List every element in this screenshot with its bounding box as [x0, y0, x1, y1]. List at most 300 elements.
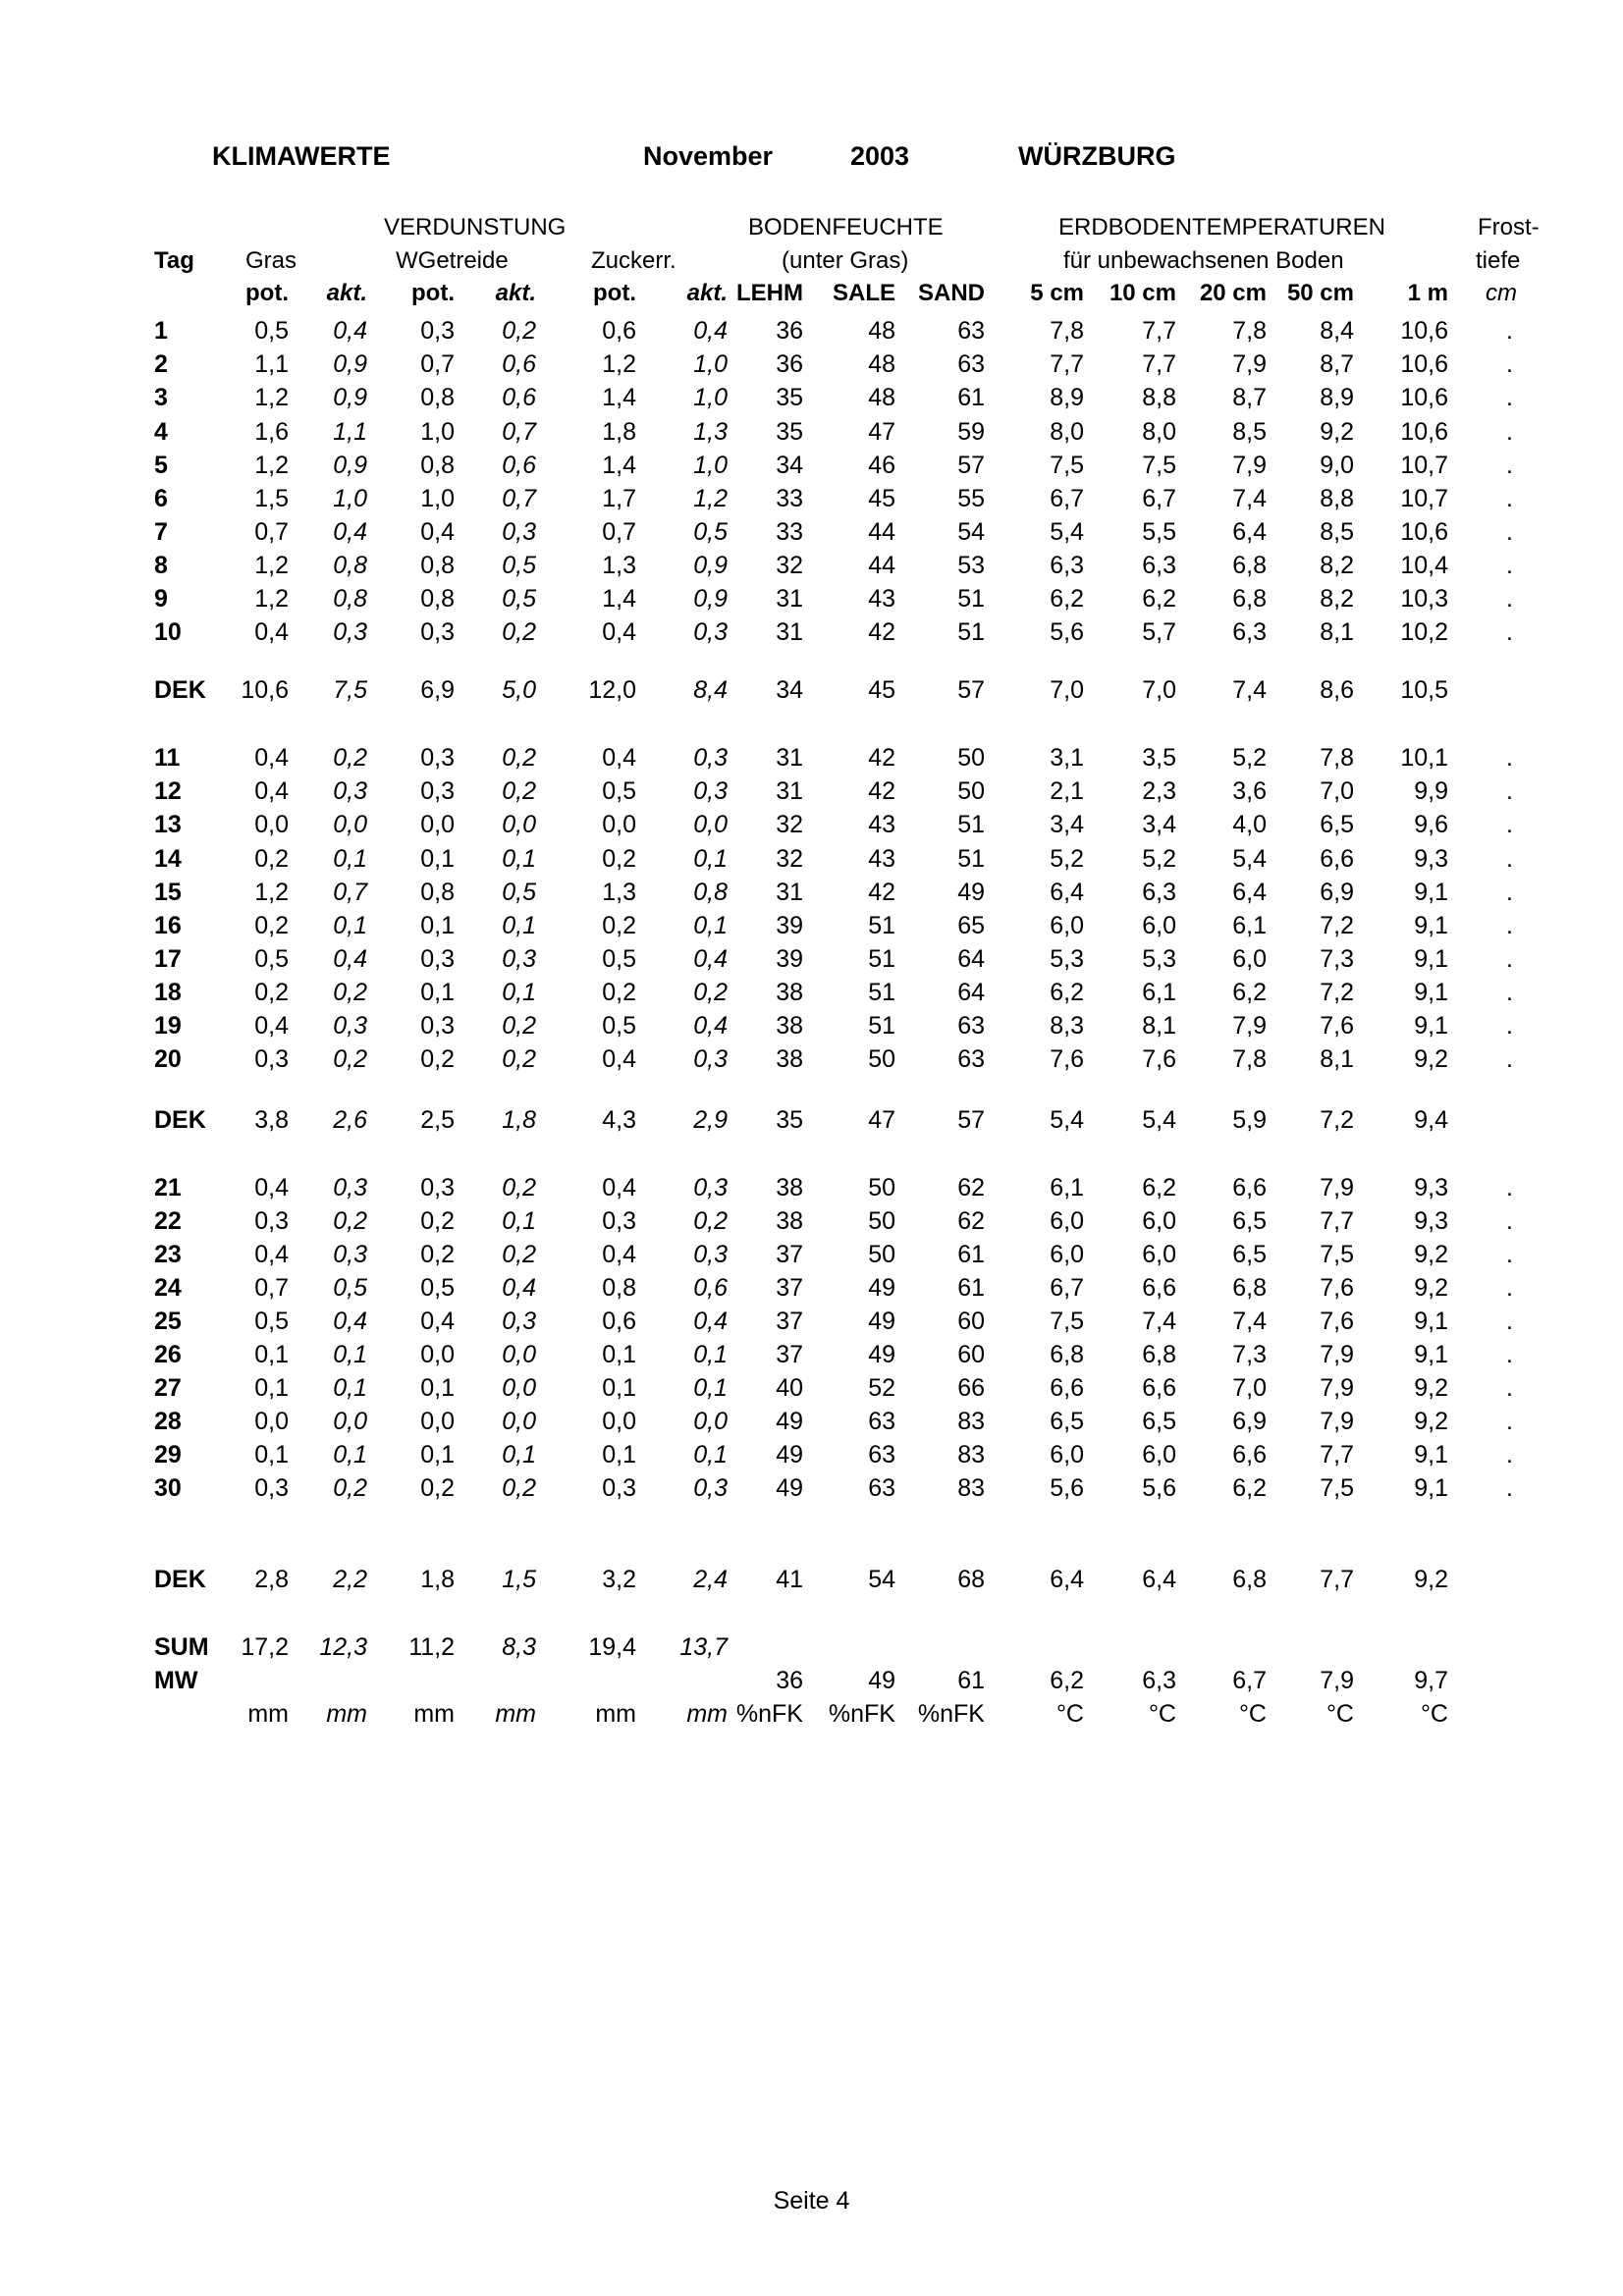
table-cell: 0,2 [502, 1474, 536, 1502]
table-cell: 8,4 [1320, 317, 1354, 345]
table-cell: 6,2 [1232, 979, 1267, 1006]
table-cell: 7,0 [1320, 777, 1354, 805]
column-header: pot. [245, 280, 289, 306]
table-cell: 8,1 [1142, 1012, 1176, 1040]
table-cell: 0,0 [420, 811, 455, 838]
table-cell: 1,3 [602, 552, 636, 579]
table-cell: 5,7 [1142, 618, 1176, 646]
table-cell: 3,1 [1050, 744, 1084, 772]
table-cell: 6,2 [1142, 1174, 1176, 1201]
table-cell: 0,4 [602, 1241, 636, 1268]
column-header: pot. [593, 280, 636, 306]
column-header: akt. [326, 280, 367, 306]
table-cell: 0,2 [502, 317, 536, 345]
table-cell: 0,1 [420, 979, 455, 1006]
header-wgetreide: WGetreide [396, 247, 509, 274]
table-cell: 0,6 [602, 317, 636, 345]
table-cell: 10,5 [1400, 676, 1448, 704]
table-cell: 6,8 [1232, 552, 1267, 579]
row-label: DEK [154, 1106, 206, 1134]
table-cell: mm [326, 1700, 367, 1728]
table-cell: 49 [957, 879, 985, 906]
row-label: 11 [154, 744, 181, 772]
table-cell: 9,1 [1414, 1441, 1448, 1468]
table-cell: 1,0 [693, 350, 728, 378]
table-cell: . [1506, 1374, 1513, 1402]
table-cell: 53 [957, 552, 985, 579]
table-cell: 0,3 [502, 945, 536, 973]
column-header: 20 cm [1199, 280, 1267, 306]
row-label: 3 [154, 384, 168, 411]
table-cell: 0,1 [693, 912, 728, 939]
table-cell: 0,5 [254, 945, 289, 973]
table-cell: 7,8 [1232, 317, 1267, 345]
table-cell: 0,3 [502, 518, 536, 546]
table-cell: 0,4 [693, 1012, 728, 1040]
table-cell: 0,3 [254, 1045, 289, 1073]
table-cell: 7,6 [1142, 1045, 1176, 1073]
table-cell: 0,4 [693, 1308, 728, 1335]
table-cell: 1,7 [602, 485, 636, 512]
table-cell: 0,1 [254, 1374, 289, 1402]
table-cell: 31 [776, 777, 803, 805]
table-cell: 48 [868, 317, 895, 345]
table-cell: 1,0 [693, 452, 728, 479]
table-cell: 6,0 [1050, 1207, 1084, 1235]
row-label: 6 [154, 485, 168, 512]
table-cell: 7,0 [1050, 676, 1084, 704]
table-cell: . [1506, 618, 1513, 646]
table-cell: 60 [957, 1341, 985, 1368]
table-cell: 5,3 [1142, 945, 1176, 973]
column-header: 50 cm [1286, 280, 1354, 306]
table-cell: 7,0 [1232, 1374, 1267, 1402]
table-cell: 0,3 [420, 618, 455, 646]
table-cell: 0,4 [333, 945, 367, 973]
table-cell: 7,9 [1320, 1174, 1354, 1201]
table-cell: 61 [957, 1241, 985, 1268]
table-cell: 0,1 [333, 845, 367, 873]
table-cell: 0,2 [254, 912, 289, 939]
table-cell: 0,1 [693, 1441, 728, 1468]
row-label: 20 [154, 1045, 182, 1073]
row-label: 15 [154, 879, 182, 906]
table-cell: 0,6 [693, 1274, 728, 1302]
row-label: 23 [154, 1241, 182, 1268]
table-cell: 7,9 [1232, 350, 1267, 378]
table-cell: 0,0 [502, 1408, 536, 1435]
table-cell: 42 [868, 777, 895, 805]
table-cell: 0,0 [333, 1408, 367, 1435]
table-cell: 1,8 [602, 418, 636, 446]
table-cell: 0,1 [602, 1341, 636, 1368]
table-cell: 9,2 [1414, 1408, 1448, 1435]
table-cell: 5,2 [1050, 845, 1084, 873]
table-cell: . [1506, 1474, 1513, 1502]
table-cell: 0,5 [254, 317, 289, 345]
table-cell: 0,7 [254, 518, 289, 546]
table-cell: 33 [776, 518, 803, 546]
table-cell: 10,6 [241, 676, 289, 704]
title-month: November [643, 141, 774, 171]
table-cell: 6,0 [1050, 1241, 1084, 1268]
table-cell: 6,9 [1320, 879, 1354, 906]
table-cell: mm [686, 1700, 728, 1728]
table-cell: 45 [868, 485, 895, 512]
table-cell: 12,0 [588, 676, 636, 704]
table-cell: %nFK [735, 1700, 803, 1728]
table-cell: 0,3 [693, 1474, 728, 1502]
table-cell: 7,6 [1320, 1274, 1354, 1302]
table-cell: 6,3 [1050, 552, 1084, 579]
table-cell: 50 [868, 1045, 895, 1073]
table-cell: 6,8 [1142, 1341, 1176, 1368]
table-cell: 0,8 [693, 879, 728, 906]
table-cell: mm [495, 1700, 536, 1728]
table-cell: 1,8 [502, 1106, 536, 1134]
table-cell: . [1506, 1308, 1513, 1335]
table-cell: °C [1420, 1700, 1448, 1728]
table-cell: 57 [957, 1106, 985, 1134]
table-cell: 6,6 [1142, 1374, 1176, 1402]
table-cell: 50 [868, 1241, 895, 1268]
table-cell: 36 [776, 350, 803, 378]
table-cell: 0,0 [420, 1341, 455, 1368]
table-cell: 6,2 [1232, 1474, 1267, 1502]
table-cell: 7,9 [1320, 1667, 1354, 1694]
column-header: 5 cm [1030, 280, 1084, 306]
table-cell: 51 [868, 1012, 895, 1040]
table-cell: 6,4 [1142, 1566, 1176, 1593]
row-label: 5 [154, 452, 168, 479]
table-cell: . [1506, 1241, 1513, 1268]
table-cell: 55 [957, 485, 985, 512]
table-cell: 7,8 [1232, 1045, 1267, 1073]
table-cell: 48 [868, 384, 895, 411]
table-cell: 1,2 [254, 879, 289, 906]
table-cell: 0,5 [502, 585, 536, 613]
table-cell: 36 [776, 317, 803, 345]
table-cell: 0,7 [254, 1274, 289, 1302]
table-cell: 43 [868, 845, 895, 873]
table-cell: 0,2 [420, 1207, 455, 1235]
table-cell: 1,2 [602, 350, 636, 378]
table-cell: 0,2 [502, 1012, 536, 1040]
table-cell: 1,3 [693, 418, 728, 446]
table-cell: 0,1 [333, 1374, 367, 1402]
table-cell: 0,4 [333, 518, 367, 546]
table-cell: 7,9 [1232, 452, 1267, 479]
table-cell: 0,2 [693, 1207, 728, 1235]
table-cell: 1,5 [502, 1566, 536, 1593]
table-cell: %nFK [828, 1700, 895, 1728]
header-frost: Frost- [1478, 214, 1540, 240]
table-cell: 0,3 [693, 1045, 728, 1073]
page-footer: Seite 4 [773, 2187, 850, 2215]
table-cell: 0,2 [502, 1241, 536, 1268]
table-cell: 0,4 [254, 618, 289, 646]
table-cell: 62 [957, 1207, 985, 1235]
table-cell: 0,7 [502, 418, 536, 446]
table-cell: 6,0 [1142, 1441, 1176, 1468]
table-cell: 0,1 [254, 1441, 289, 1468]
table-cell: 0,1 [602, 1441, 636, 1468]
table-cell: 1,5 [254, 485, 289, 512]
table-cell: 0,0 [602, 811, 636, 838]
column-header: SALE [832, 280, 895, 306]
table-cell: 38 [776, 979, 803, 1006]
table-cell: 0,0 [502, 811, 536, 838]
table-cell: 5,6 [1050, 1474, 1084, 1502]
table-cell: 0,5 [254, 1308, 289, 1335]
table-cell: . [1506, 1045, 1513, 1073]
table-cell: 6,2 [1142, 585, 1176, 613]
table-cell: . [1506, 1174, 1513, 1201]
table-cell: 0,3 [254, 1207, 289, 1235]
table-cell: 0,1 [502, 912, 536, 939]
table-cell: 0,2 [333, 1045, 367, 1073]
table-cell: 8,3 [502, 1633, 536, 1661]
table-cell: 0,9 [333, 384, 367, 411]
row-label: 9 [154, 585, 168, 613]
table-cell: 1,8 [420, 1566, 455, 1593]
table-cell: 7,2 [1320, 979, 1354, 1006]
table-cell: . [1506, 845, 1513, 873]
table-cell: 51 [868, 979, 895, 1006]
table-cell: 35 [776, 384, 803, 411]
table-cell: 0,4 [254, 777, 289, 805]
table-cell: 1,4 [602, 585, 636, 613]
table-cell: 57 [957, 676, 985, 704]
table-cell: 0,6 [502, 384, 536, 411]
table-cell: 6,7 [1232, 1667, 1267, 1694]
table-cell: 0,9 [693, 552, 728, 579]
table-cell: 34 [776, 676, 803, 704]
table-cell: 35 [776, 418, 803, 446]
table-cell: 6,5 [1232, 1207, 1267, 1235]
table-cell: 2,6 [333, 1106, 367, 1134]
table-cell: 37 [776, 1274, 803, 1302]
table-cell: 7,0 [1142, 676, 1176, 704]
column-header: akt. [495, 280, 536, 306]
row-label: 22 [154, 1207, 182, 1235]
table-cell: 8,5 [1232, 418, 1267, 446]
table-cell: 0,3 [420, 1174, 455, 1201]
table-cell: 0,3 [602, 1207, 636, 1235]
table-cell: 0,8 [420, 879, 455, 906]
row-label: 18 [154, 979, 182, 1006]
table-cell: 7,2 [1320, 912, 1354, 939]
table-cell: 8,7 [1232, 384, 1267, 411]
table-cell: mm [413, 1700, 455, 1728]
table-cell: 60 [957, 1308, 985, 1335]
table-cell: 49 [776, 1441, 803, 1468]
table-cell: 9,2 [1414, 1374, 1448, 1402]
table-cell: 51 [957, 845, 985, 873]
table-cell: 49 [776, 1474, 803, 1502]
table-cell: . [1506, 777, 1513, 805]
table-cell: 49 [868, 1308, 895, 1335]
table-cell: 0,1 [502, 1207, 536, 1235]
table-cell: 7,4 [1232, 1308, 1267, 1335]
table-cell: 10,1 [1400, 744, 1448, 772]
table-cell: 0,2 [333, 979, 367, 1006]
table-cell: 9,4 [1414, 1106, 1448, 1134]
table-cell: 7,4 [1232, 676, 1267, 704]
table-cell: 6,8 [1050, 1341, 1084, 1368]
table-cell: °C [1325, 1700, 1354, 1728]
table-cell: 0,2 [502, 618, 536, 646]
table-cell: 37 [776, 1308, 803, 1335]
table-cell: 0,6 [502, 350, 536, 378]
table-cell: 0,5 [602, 1012, 636, 1040]
row-label: 7 [154, 518, 168, 546]
table-cell: 10,7 [1400, 485, 1448, 512]
table-cell: 0,4 [254, 1174, 289, 1201]
table-cell: 2,1 [1050, 777, 1084, 805]
table-cell: 17,2 [241, 1633, 289, 1661]
table-cell: 9,1 [1414, 912, 1448, 939]
table-cell: 0,1 [693, 845, 728, 873]
table-cell: 0,5 [602, 777, 636, 805]
table-cell: . [1506, 317, 1513, 345]
table-cell: 66 [957, 1374, 985, 1402]
table-cell: 63 [868, 1408, 895, 1435]
row-label: 30 [154, 1474, 182, 1502]
table-cell: 0,0 [502, 1374, 536, 1402]
table-cell: 0,1 [602, 1374, 636, 1402]
table-cell: 9,0 [1320, 452, 1354, 479]
table-cell: 48 [868, 350, 895, 378]
header-bodenfeuchte: BODENFEUCHTE [748, 214, 944, 240]
table-cell: 6,3 [1142, 1667, 1176, 1694]
table-cell: 0,2 [254, 845, 289, 873]
table-cell: 9,1 [1414, 979, 1448, 1006]
table-cell: 0,3 [693, 618, 728, 646]
table-cell: 68 [957, 1566, 985, 1593]
table-cell: 64 [957, 945, 985, 973]
table-cell: 7,4 [1232, 485, 1267, 512]
table-cell: 9,2 [1414, 1274, 1448, 1302]
table-cell: 45 [868, 676, 895, 704]
title-city: WÜRZBURG [1018, 141, 1176, 171]
table-cell: 7,6 [1320, 1012, 1354, 1040]
table-cell: 5,4 [1050, 1106, 1084, 1134]
table-cell: 5,6 [1142, 1474, 1176, 1502]
column-header: akt. [686, 280, 728, 306]
table-cell: 63 [957, 1012, 985, 1040]
table-cell: 7,6 [1320, 1308, 1354, 1335]
table-cell: 8,3 [1050, 1012, 1084, 1040]
table-cell: 1,2 [254, 585, 289, 613]
table-cell: 0,1 [420, 845, 455, 873]
table-cell: %nFK [917, 1700, 985, 1728]
table-cell: 3,4 [1050, 811, 1084, 838]
table-cell: 31 [776, 879, 803, 906]
table-cell: 63 [957, 350, 985, 378]
column-header: LEHM [736, 280, 803, 306]
table-cell: 63 [868, 1474, 895, 1502]
table-cell: 0,3 [693, 777, 728, 805]
table-cell: 7,7 [1320, 1441, 1354, 1468]
row-label: 19 [154, 1012, 182, 1040]
table-cell: 6,0 [1050, 912, 1084, 939]
table-cell: 6,8 [1232, 1274, 1267, 1302]
table-cell: 0,0 [420, 1408, 455, 1435]
table-cell: 38 [776, 1207, 803, 1235]
table-cell: 52 [868, 1374, 895, 1402]
table-cell: 47 [868, 418, 895, 446]
row-label: 10 [154, 618, 182, 646]
table-cell: 59 [957, 418, 985, 446]
header-tiefe: tiefe [1476, 247, 1521, 274]
row-label: MW [154, 1667, 198, 1694]
table-cell: 9,1 [1414, 879, 1448, 906]
table-cell: 65 [957, 912, 985, 939]
table-cell: 42 [868, 618, 895, 646]
table-cell: . [1506, 384, 1513, 411]
table-cell: 8,2 [1320, 552, 1354, 579]
table-cell: 5,5 [1142, 518, 1176, 546]
table-cell: 10,6 [1400, 317, 1448, 345]
row-label: 24 [154, 1274, 182, 1302]
row-label: 25 [154, 1308, 182, 1335]
table-cell: 50 [868, 1207, 895, 1235]
table-cell: 47 [868, 1106, 895, 1134]
table-cell: . [1506, 979, 1513, 1006]
table-cell: 0,1 [420, 912, 455, 939]
table-cell: 0,3 [420, 744, 455, 772]
table-cell: 7,5 [1320, 1474, 1354, 1502]
table-cell: 31 [776, 585, 803, 613]
table-cell: 0,7 [420, 350, 455, 378]
table-cell: . [1506, 1207, 1513, 1235]
table-cell: 6,3 [1142, 552, 1176, 579]
table-cell: 37 [776, 1341, 803, 1368]
table-cell: 0,9 [333, 350, 367, 378]
table-cell: 0,2 [502, 777, 536, 805]
table-cell: 6,4 [1050, 1566, 1084, 1593]
table-cell: °C [1238, 1700, 1267, 1728]
table-cell: 7,2 [1320, 1106, 1354, 1134]
table-cell: 0,1 [254, 1341, 289, 1368]
column-header: 10 cm [1109, 280, 1176, 306]
table-cell: . [1506, 485, 1513, 512]
table-cell: . [1506, 744, 1513, 772]
table-cell: 63 [868, 1441, 895, 1468]
table-cell: 0,4 [254, 1012, 289, 1040]
table-cell: 9,7 [1414, 1667, 1448, 1694]
table-cell: 50 [868, 1174, 895, 1201]
table-cell: 2,9 [693, 1106, 728, 1134]
table-cell: 0,4 [420, 1308, 455, 1335]
row-label: 17 [154, 945, 182, 973]
table-cell: 0,1 [333, 1341, 367, 1368]
table-cell: 6,0 [1050, 1441, 1084, 1468]
table-cell: 7,9 [1232, 1012, 1267, 1040]
table-cell: 7,9 [1320, 1341, 1354, 1368]
table-cell: 7,5 [1142, 452, 1176, 479]
table-cell: 0,3 [420, 945, 455, 973]
table-cell: 6,7 [1142, 485, 1176, 512]
table-cell: . [1506, 518, 1513, 546]
table-cell: 1,4 [602, 384, 636, 411]
table-cell: 6,6 [1232, 1441, 1267, 1468]
table-cell: 32 [776, 845, 803, 873]
table-cell: 8,9 [1050, 384, 1084, 411]
table-cell: 7,9 [1320, 1374, 1354, 1402]
table-cell: 11,2 [408, 1633, 455, 1661]
